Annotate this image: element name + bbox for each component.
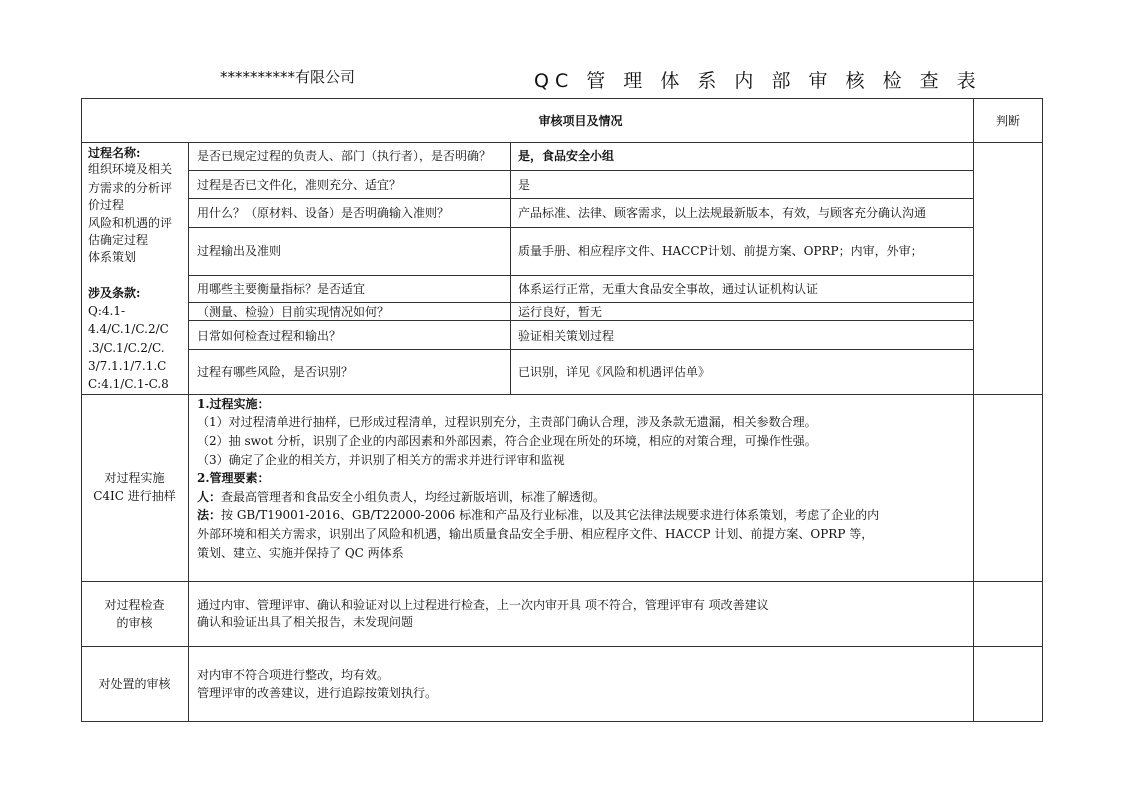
handling-text: 管理评审的改善建议，进行追踪按策划执行。 (197, 686, 438, 700)
answer-cell: 产品标准、法律、顾客需求，以上法规最新版本，有效，与顾客充分确认沟通 (518, 206, 927, 220)
answer-cell: 是，食品安全小组 (518, 149, 615, 163)
process-name-line: 组织环境及相关 (88, 162, 173, 176)
answer-cell: 验证相关策划过程 (518, 329, 615, 343)
process-name-line: 价过程 (88, 198, 125, 212)
answer-cell: 运行良好，暂无 (518, 305, 603, 319)
question-cell: 用什么？（原材料、设备）是否明确输入准则？ (197, 206, 450, 220)
clause-label: 涉及条款: (88, 286, 141, 300)
process-name-line: 估确定过程 (88, 233, 149, 247)
answer-cell: 体系运行正常，无重大食品安全事故，通过认证机构认证 (518, 282, 819, 296)
process-name-line: 体系策划 (88, 250, 137, 264)
question-cell: 过程有哪些风险，是否识别？ (197, 365, 354, 379)
clause-line: .3/C.1/C.2/C. (88, 341, 165, 355)
people-label: 人： (197, 490, 222, 504)
column-header-audit-items: 审核项目及情况 (538, 114, 623, 128)
page-title: QC 管 理 体 系 内 部 审 核 检 查 表 (534, 70, 982, 92)
check-label: 的审核 (116, 616, 153, 630)
sampling-label: 对过程实施 (104, 471, 165, 485)
people-element (197, 489, 605, 505)
question-cell: 过程是否已文件化，准则充分、适宜？ (197, 178, 402, 192)
company-name: **********有限公司 (220, 68, 356, 86)
check-label: 对过程检查 (104, 598, 165, 612)
people-text: 查最高管理者和食品安全小组负责人，均经过新版培训，标准了解透彻。 (221, 490, 606, 504)
handling-text: 对内审不符合项进行整改，均有效。 (197, 668, 390, 682)
method-text-line: 外部环境和相关方需求，识别出了风险和机遇，输出质量食品安全手册、相应程序文件、HACCP 计划、前提方案、OPRP 等， (197, 527, 874, 541)
sampling-paragraph: （3）确定了企业的相关方，并识别了相关方的需求并进行评审和监视 (197, 453, 565, 467)
check-text: 确认和验证出具了相关报告，未发现问题 (197, 615, 414, 629)
section-heading-elements: 2.管理要素： (197, 471, 270, 485)
method-element (197, 507, 879, 523)
clause-line: C:4.1/C.1-C.8 (88, 377, 169, 391)
process-name-line: 风险和机遇的评 (88, 216, 173, 230)
process-name-label: 过程名称: (88, 146, 141, 160)
sampling-paragraph: （2）抽 swot 分析，识别了企业的内部因素和外部因素，符合企业现在所处的环境，相应的对策合理，可操作性强。 (197, 434, 817, 448)
method-text: 按 GB/T19001-2016、GB/T22000-2006 标准和产品及行业标准，以及其它法律法规要求进行体系策划，考虑了企业的内 (221, 508, 880, 522)
answer-cell: 质量手册、相应程序文件、HACCP计划、前提方案、OPRP；内审，外审； (518, 244, 923, 258)
answer-cell: 已识别，详见《风险和机遇评估单》 (518, 365, 711, 379)
sampling-paragraph: （1）对过程清单进行抽样，已形成过程清单，过程识别充分，主责部门确认合理，涉及条款无遗漏，相关参数合理。 (197, 415, 817, 429)
process-name-line: 方需求的分析评 (88, 181, 173, 195)
clause-line: 3/7.1.1/7.1.C (88, 359, 167, 373)
clause-line: 4.4/C.1/C.2/C (88, 322, 169, 336)
question-cell: 是否已规定过程的负责人、部门（执行者），是否明确？ (197, 149, 492, 163)
check-text: 通过内审、管理评审、确认和验证对以上过程进行检查，上一次内审开具 项不符合，管理评审有 项改善建议 (197, 598, 769, 612)
question-cell: 过程输出及准则 (197, 244, 282, 258)
column-header-judgement: 判断 (995, 114, 1020, 128)
question-cell: 用哪些主要衡量指标？是否适宜 (197, 282, 366, 296)
section-heading-process: 1.过程实施： (197, 397, 270, 411)
handling-label: 对处置的审核 (98, 677, 171, 691)
method-text-line: 策划、建立、实施并保持了 QC 两体系 (197, 546, 404, 560)
clause-line: Q:4.1- (88, 304, 126, 318)
answer-cell: 是 (518, 178, 531, 192)
sampling-label: C4IC 进行抽样 (93, 489, 176, 503)
question-cell: （测量、检验）目前实现情况如何？ (197, 305, 390, 319)
question-cell: 日常如何检查过程和输出？ (197, 329, 342, 343)
method-label: 法： (197, 508, 222, 522)
